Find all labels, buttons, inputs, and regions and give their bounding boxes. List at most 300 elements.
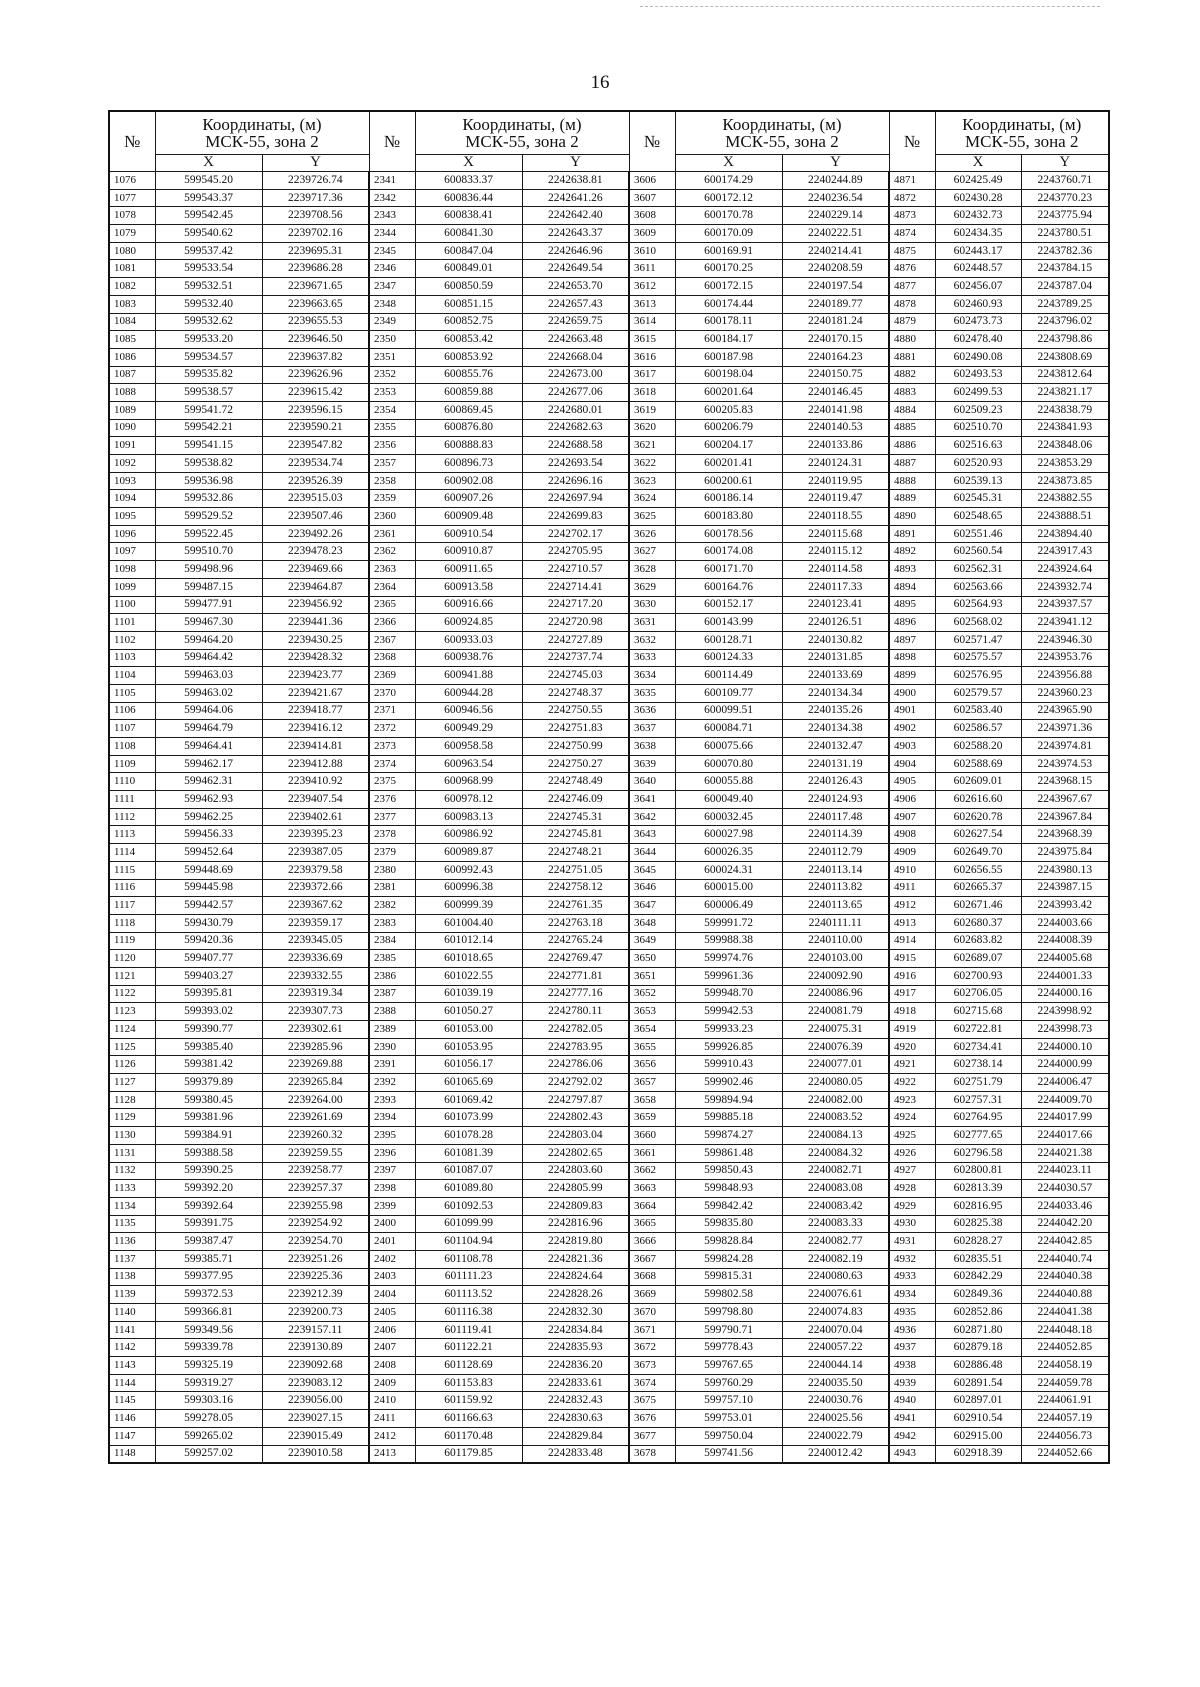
point-number-cell: 2380 [369, 861, 415, 879]
point-number-cell: 4926 [889, 1144, 935, 1162]
x-coordinate-cell: 601128.69 [415, 1357, 522, 1375]
point-number-cell: 1082 [109, 278, 155, 296]
point-number-cell: 3617 [629, 366, 675, 384]
point-number-cell: 1106 [109, 702, 155, 720]
table-row [109, 614, 1109, 632]
y-coordinate-cell: 2239637.82 [262, 348, 369, 366]
x-coordinate-cell: 602579.57 [935, 684, 1021, 702]
x-coordinate-cell: 600996.38 [415, 879, 522, 897]
y-coordinate-cell: 2240082.00 [782, 1091, 889, 1109]
point-number-cell: 3674 [629, 1374, 675, 1392]
x-coordinate-cell: 599257.02 [155, 1445, 262, 1463]
x-coordinate-cell: 602545.31 [935, 490, 1021, 508]
y-coordinate-cell: 2240117.33 [782, 578, 889, 596]
x-coordinate-cell: 599538.82 [155, 455, 262, 473]
point-number-cell: 3607 [629, 189, 675, 207]
x-coordinate-cell: 599533.20 [155, 331, 262, 349]
x-coordinate-cell: 600853.92 [415, 348, 522, 366]
y-coordinate-cell: 2240115.12 [782, 543, 889, 561]
point-number-cell: 4879 [889, 313, 935, 331]
point-number-cell: 2370 [369, 684, 415, 702]
y-coordinate-cell: 2243796.02 [1021, 313, 1109, 331]
x-coordinate-cell: 602588.20 [935, 738, 1021, 756]
x-coordinate-cell: 599894.94 [675, 1091, 782, 1109]
x-coordinate-cell: 600006.49 [675, 897, 782, 915]
y-coordinate-cell: 2240057.22 [782, 1339, 889, 1357]
y-coordinate-cell: 2239428.32 [262, 649, 369, 667]
x-coordinate-cell: 602551.46 [935, 525, 1021, 543]
x-coordinate-cell: 602849.36 [935, 1286, 1021, 1304]
y-coordinate-cell: 2240126.43 [782, 773, 889, 791]
y-coordinate-cell: 2239655.53 [262, 313, 369, 331]
y-coordinate-cell: 2242649.54 [522, 260, 629, 278]
y-coordinate-cell: 2242727.89 [522, 631, 629, 649]
coordinates-group-header: Координаты, (м) МСК-55, зона 2 [415, 111, 629, 155]
y-coordinate-cell: 2239212.39 [262, 1286, 369, 1304]
x-coordinate-cell: 602490.08 [935, 348, 1021, 366]
y-coordinate-cell: 2240084.13 [782, 1127, 889, 1145]
point-number-cell: 4927 [889, 1162, 935, 1180]
x-coordinate-cell: 601022.55 [415, 967, 522, 985]
x-coordinate-cell: 599933.23 [675, 1021, 782, 1039]
y-coordinate-cell: 2240076.61 [782, 1286, 889, 1304]
x-coordinate-cell: 602448.57 [935, 260, 1021, 278]
point-number-cell: 3647 [629, 897, 675, 915]
y-coordinate-cell: 2242802.65 [522, 1144, 629, 1162]
x-coordinate-cell: 600938.76 [415, 649, 522, 667]
point-number-cell: 4889 [889, 490, 935, 508]
point-number-cell: 3664 [629, 1197, 675, 1215]
x-coordinate-cell: 601113.52 [415, 1286, 522, 1304]
table-row [109, 472, 1109, 490]
point-number-cell: 1118 [109, 914, 155, 932]
y-coordinate-cell: 2243971.36 [1021, 720, 1109, 738]
x-header: X [675, 155, 782, 172]
y-coordinate-cell: 2239255.98 [262, 1197, 369, 1215]
x-coordinate-cell: 600836.44 [415, 189, 522, 207]
y-coordinate-cell: 2240086.96 [782, 985, 889, 1003]
x-coordinate-cell: 600841.30 [415, 225, 522, 243]
point-number-cell: 1121 [109, 967, 155, 985]
y-coordinate-cell: 2243873.85 [1021, 472, 1109, 490]
y-coordinate-cell: 2240110.00 [782, 932, 889, 950]
y-coordinate-cell: 2243980.13 [1021, 861, 1109, 879]
x-coordinate-cell: 599926.85 [675, 1038, 782, 1056]
x-coordinate-cell: 599390.77 [155, 1021, 262, 1039]
y-coordinate-cell: 2242642.40 [522, 207, 629, 225]
x-coordinate-cell: 602910.54 [935, 1410, 1021, 1428]
point-number-cell: 4877 [889, 278, 935, 296]
x-coordinate-cell: 600910.87 [415, 543, 522, 561]
y-coordinate-cell: 2240244.89 [782, 172, 889, 190]
point-number-cell: 2393 [369, 1091, 415, 1109]
point-number-cell: 3631 [629, 614, 675, 632]
point-number-cell: 1110 [109, 773, 155, 791]
table-row [109, 702, 1109, 720]
point-number-cell: 1128 [109, 1091, 155, 1109]
y-coordinate-cell: 2243782.36 [1021, 242, 1109, 260]
x-coordinate-cell: 602516.63 [935, 437, 1021, 455]
table-row [109, 260, 1109, 278]
point-number-cell: 3640 [629, 773, 675, 791]
x-coordinate-cell: 599420.36 [155, 932, 262, 950]
point-number-cell: 1113 [109, 826, 155, 844]
y-coordinate-cell: 2244048.18 [1021, 1321, 1109, 1339]
y-coordinate-cell: 2239526.39 [262, 472, 369, 490]
y-coordinate-cell: 2240119.95 [782, 472, 889, 490]
y-coordinate-cell: 2244017.66 [1021, 1127, 1109, 1145]
x-coordinate-cell: 600152.17 [675, 596, 782, 614]
y-coordinate-cell: 2242758.12 [522, 879, 629, 897]
table-row [109, 1180, 1109, 1198]
y-coordinate-cell: 2244042.20 [1021, 1215, 1109, 1233]
point-number-cell: 1133 [109, 1180, 155, 1198]
y-coordinate-cell: 2244000.16 [1021, 985, 1109, 1003]
point-number-cell: 2375 [369, 773, 415, 791]
table-row [109, 1021, 1109, 1039]
x-coordinate-cell: 600174.08 [675, 543, 782, 561]
y-coordinate-cell: 2240119.47 [782, 490, 889, 508]
y-coordinate-cell: 2242748.37 [522, 684, 629, 702]
y-coordinate-cell: 2240150.75 [782, 366, 889, 384]
x-coordinate-cell: 599991.72 [675, 914, 782, 932]
x-coordinate-cell: 599532.40 [155, 295, 262, 313]
y-coordinate-cell: 2244009.70 [1021, 1091, 1109, 1109]
table-row [109, 1056, 1109, 1074]
y-coordinate-cell: 2243987.15 [1021, 879, 1109, 897]
x-coordinate-cell: 600170.25 [675, 260, 782, 278]
point-number-cell: 3619 [629, 401, 675, 419]
x-coordinate-cell: 602683.82 [935, 932, 1021, 950]
y-coordinate-cell: 2244033.46 [1021, 1197, 1109, 1215]
y-coordinate-cell: 2244023.11 [1021, 1162, 1109, 1180]
x-coordinate-cell: 600853.42 [415, 331, 522, 349]
x-coordinate-cell: 599379.89 [155, 1074, 262, 1092]
point-number-cell: 2345 [369, 242, 415, 260]
y-coordinate-cell: 2240115.68 [782, 525, 889, 543]
table-row [109, 1197, 1109, 1215]
point-number-cell: 3668 [629, 1268, 675, 1286]
point-number-cell: 3643 [629, 826, 675, 844]
y-coordinate-cell: 2242824.64 [522, 1268, 629, 1286]
table-body [109, 172, 1109, 1464]
x-coordinate-cell: 600986.92 [415, 826, 522, 844]
table-row [109, 861, 1109, 879]
point-number-cell: 1132 [109, 1162, 155, 1180]
point-number-cell: 2391 [369, 1056, 415, 1074]
table-row [109, 1109, 1109, 1127]
x-coordinate-cell: 599815.31 [675, 1268, 782, 1286]
y-coordinate-cell: 2243998.92 [1021, 1003, 1109, 1021]
table-row [109, 525, 1109, 543]
y-coordinate-cell: 2243848.06 [1021, 437, 1109, 455]
point-number-cell: 3670 [629, 1304, 675, 1322]
point-number-cell: 4881 [889, 348, 935, 366]
y-coordinate-cell: 2244040.74 [1021, 1250, 1109, 1268]
point-number-cell: 1114 [109, 844, 155, 862]
point-number-cell: 1077 [109, 189, 155, 207]
y-coordinate-cell: 2240124.31 [782, 455, 889, 473]
x-coordinate-cell: 602891.54 [935, 1374, 1021, 1392]
y-coordinate-cell: 2240114.39 [782, 826, 889, 844]
point-number-cell: 3646 [629, 879, 675, 897]
point-number-cell: 2383 [369, 914, 415, 932]
y-coordinate-cell: 2240135.26 [782, 702, 889, 720]
y-coordinate-cell: 2242696.16 [522, 472, 629, 490]
y-coordinate-cell: 2240113.14 [782, 861, 889, 879]
x-coordinate-cell: 599741.56 [675, 1445, 782, 1463]
y-coordinate-cell: 2242832.30 [522, 1304, 629, 1322]
y-coordinate-cell: 2240133.86 [782, 437, 889, 455]
x-coordinate-cell: 602680.37 [935, 914, 1021, 932]
table-row [109, 172, 1109, 190]
y-coordinate-cell: 2239596.15 [262, 401, 369, 419]
y-coordinate-cell: 2239259.55 [262, 1144, 369, 1162]
point-number-cell: 2387 [369, 985, 415, 1003]
x-coordinate-cell: 602456.07 [935, 278, 1021, 296]
y-coordinate-cell: 2239302.61 [262, 1021, 369, 1039]
y-coordinate-cell: 2240092.90 [782, 967, 889, 985]
y-coordinate-cell: 2240141.98 [782, 401, 889, 419]
y-coordinate-cell: 2240181.24 [782, 313, 889, 331]
point-number-cell: 1087 [109, 366, 155, 384]
point-number-cell: 4901 [889, 702, 935, 720]
y-coordinate-cell: 2240123.41 [782, 596, 889, 614]
table-row [109, 1339, 1109, 1357]
point-number-cell: 2403 [369, 1268, 415, 1286]
point-number-cell: 4913 [889, 914, 935, 932]
point-number-cell: 3677 [629, 1427, 675, 1445]
point-number-cell: 1107 [109, 720, 155, 738]
x-coordinate-cell: 599885.18 [675, 1109, 782, 1127]
x-coordinate-cell: 599988.38 [675, 932, 782, 950]
y-coordinate-cell: 2240044.14 [782, 1357, 889, 1375]
point-number-cell: 4930 [889, 1215, 935, 1233]
point-number-cell: 2378 [369, 826, 415, 844]
x-coordinate-cell: 602560.54 [935, 543, 1021, 561]
x-header: X [415, 155, 522, 172]
x-coordinate-cell: 599798.80 [675, 1304, 782, 1322]
x-coordinate-cell: 601053.00 [415, 1021, 522, 1039]
x-coordinate-cell: 601119.41 [415, 1321, 522, 1339]
x-coordinate-cell: 602539.13 [935, 472, 1021, 490]
table-row [109, 1233, 1109, 1251]
x-coordinate-cell: 599349.56 [155, 1321, 262, 1339]
number-header: № [109, 111, 155, 172]
y-coordinate-cell: 2239695.31 [262, 242, 369, 260]
y-coordinate-cell: 2244042.85 [1021, 1233, 1109, 1251]
point-number-cell: 4934 [889, 1286, 935, 1304]
x-coordinate-cell: 599385.40 [155, 1038, 262, 1056]
table-row [109, 366, 1109, 384]
y-coordinate-cell: 2240084.32 [782, 1144, 889, 1162]
x-coordinate-cell: 601170.48 [415, 1427, 522, 1445]
point-number-cell: 4898 [889, 649, 935, 667]
page-number: 16 [590, 72, 610, 93]
point-number-cell: 4902 [889, 720, 935, 738]
y-coordinate-cell: 2240111.11 [782, 914, 889, 932]
x-coordinate-cell: 601039.19 [415, 985, 522, 1003]
x-coordinate-cell: 599498.96 [155, 561, 262, 579]
y-coordinate-cell: 2242763.18 [522, 914, 629, 932]
point-number-cell: 2372 [369, 720, 415, 738]
point-number-cell: 3641 [629, 791, 675, 809]
x-coordinate-cell: 602665.37 [935, 879, 1021, 897]
y-coordinate-cell: 2242717.20 [522, 596, 629, 614]
y-coordinate-cell: 2242783.95 [522, 1038, 629, 1056]
x-coordinate-cell: 600075.66 [675, 738, 782, 756]
point-number-cell: 1083 [109, 295, 155, 313]
y-coordinate-cell: 2242688.58 [522, 437, 629, 455]
y-coordinate-cell: 2242821.36 [522, 1250, 629, 1268]
y-coordinate-cell: 2244058.19 [1021, 1357, 1109, 1375]
y-coordinate-cell: 2240022.79 [782, 1427, 889, 1445]
y-coordinate-cell: 2240082.19 [782, 1250, 889, 1268]
point-number-cell: 1146 [109, 1410, 155, 1428]
x-coordinate-cell: 599464.20 [155, 631, 262, 649]
x-coordinate-cell: 600170.78 [675, 207, 782, 225]
x-coordinate-cell: 601153.83 [415, 1374, 522, 1392]
point-number-cell: 4872 [889, 189, 935, 207]
point-number-cell: 2362 [369, 543, 415, 561]
point-number-cell: 3638 [629, 738, 675, 756]
x-coordinate-cell: 599380.45 [155, 1091, 262, 1109]
point-number-cell: 1079 [109, 225, 155, 243]
y-coordinate-cell: 2240134.38 [782, 720, 889, 738]
y-coordinate-cell: 2242750.99 [522, 738, 629, 756]
x-coordinate-cell: 600910.54 [415, 525, 522, 543]
x-coordinate-cell: 602689.07 [935, 950, 1021, 968]
y-coordinate-cell: 2239225.36 [262, 1268, 369, 1286]
y-coordinate-cell: 2240083.08 [782, 1180, 889, 1198]
x-coordinate-cell: 600200.61 [675, 472, 782, 490]
y-coordinate-cell: 2242643.37 [522, 225, 629, 243]
table-row [109, 1357, 1109, 1375]
y-coordinate-cell: 2240118.55 [782, 508, 889, 526]
table-row [109, 401, 1109, 419]
point-number-cell: 2353 [369, 384, 415, 402]
table-row [109, 1286, 1109, 1304]
table-row [109, 1162, 1109, 1180]
y-coordinate-cell: 2239615.42 [262, 384, 369, 402]
x-coordinate-cell: 601012.14 [415, 932, 522, 950]
coordinates-group-header: Координаты, (м) МСК-55, зона 2 [935, 111, 1109, 155]
table-row [109, 667, 1109, 685]
point-number-cell: 1116 [109, 879, 155, 897]
x-coordinate-cell: 599790.71 [675, 1321, 782, 1339]
point-number-cell: 3629 [629, 578, 675, 596]
y-coordinate-cell: 2242750.27 [522, 755, 629, 773]
x-coordinate-cell: 599325.19 [155, 1357, 262, 1375]
y-coordinate-cell: 2240164.23 [782, 348, 889, 366]
x-coordinate-cell: 601122.21 [415, 1339, 522, 1357]
point-number-cell: 3616 [629, 348, 675, 366]
point-number-cell: 4873 [889, 207, 935, 225]
point-number-cell: 3624 [629, 490, 675, 508]
point-number-cell: 4909 [889, 844, 935, 862]
point-number-cell: 2400 [369, 1215, 415, 1233]
x-coordinate-cell: 599961.36 [675, 967, 782, 985]
x-coordinate-cell: 601104.94 [415, 1233, 522, 1251]
x-coordinate-cell: 602609.01 [935, 773, 1021, 791]
y-coordinate-cell: 2243932.74 [1021, 578, 1109, 596]
point-number-cell: 2409 [369, 1374, 415, 1392]
y-coordinate-cell: 2239423.77 [262, 667, 369, 685]
point-number-cell: 1119 [109, 932, 155, 950]
point-number-cell: 4907 [889, 808, 935, 826]
y-coordinate-cell: 2244061.91 [1021, 1392, 1109, 1410]
point-number-cell: 4924 [889, 1109, 935, 1127]
x-coordinate-cell: 599339.78 [155, 1339, 262, 1357]
y-coordinate-cell: 2239130.89 [262, 1339, 369, 1357]
point-number-cell: 4908 [889, 826, 935, 844]
table-row [109, 791, 1109, 809]
x-coordinate-cell: 602751.79 [935, 1074, 1021, 1092]
y-coordinate-cell: 2244052.85 [1021, 1339, 1109, 1357]
y-coordinate-cell: 2240012.42 [782, 1445, 889, 1463]
y-coordinate-cell: 2244059.78 [1021, 1374, 1109, 1392]
y-coordinate-cell: 2242792.02 [522, 1074, 629, 1092]
x-coordinate-cell: 600941.88 [415, 667, 522, 685]
x-coordinate-cell: 602842.29 [935, 1268, 1021, 1286]
point-number-cell: 3623 [629, 472, 675, 490]
y-coordinate-cell: 2242751.05 [522, 861, 629, 879]
y-coordinate-cell: 2239456.92 [262, 596, 369, 614]
table-row [109, 932, 1109, 950]
point-number-cell: 1136 [109, 1233, 155, 1251]
x-coordinate-cell: 602564.93 [935, 596, 1021, 614]
y-coordinate-cell: 2243882.55 [1021, 490, 1109, 508]
point-number-cell: 2408 [369, 1357, 415, 1375]
y-coordinate-cell: 2239319.34 [262, 985, 369, 1003]
point-number-cell: 2371 [369, 702, 415, 720]
y-coordinate-cell: 2240146.45 [782, 384, 889, 402]
x-coordinate-cell: 600172.12 [675, 189, 782, 207]
x-coordinate-cell: 600911.65 [415, 561, 522, 579]
y-coordinate-cell: 2244000.10 [1021, 1038, 1109, 1056]
point-number-cell: 2406 [369, 1321, 415, 1339]
point-number-cell: 2343 [369, 207, 415, 225]
x-coordinate-cell: 599381.96 [155, 1109, 262, 1127]
point-number-cell: 2351 [369, 348, 415, 366]
table-row [109, 596, 1109, 614]
point-number-cell: 3610 [629, 242, 675, 260]
y-coordinate-cell: 2239345.05 [262, 932, 369, 950]
y-coordinate-cell: 2243838.79 [1021, 401, 1109, 419]
x-coordinate-cell: 599750.04 [675, 1427, 782, 1445]
x-coordinate-cell: 599477.91 [155, 596, 262, 614]
table-row [109, 950, 1109, 968]
x-coordinate-cell: 599522.45 [155, 525, 262, 543]
y-coordinate-cell: 2239416.12 [262, 720, 369, 738]
point-number-cell: 2398 [369, 1180, 415, 1198]
y-coordinate-cell: 2244040.88 [1021, 1286, 1109, 1304]
point-number-cell: 1147 [109, 1427, 155, 1445]
x-coordinate-cell: 601166.63 [415, 1410, 522, 1428]
point-number-cell: 3613 [629, 295, 675, 313]
point-number-cell: 3657 [629, 1074, 675, 1092]
x-coordinate-cell: 600178.11 [675, 313, 782, 331]
point-number-cell: 1098 [109, 561, 155, 579]
point-number-cell: 2360 [369, 508, 415, 526]
point-number-cell: 1124 [109, 1021, 155, 1039]
table-row [109, 561, 1109, 579]
x-coordinate-cell: 599372.53 [155, 1286, 262, 1304]
y-coordinate-cell: 2240130.82 [782, 631, 889, 649]
y-coordinate-cell: 2244030.57 [1021, 1180, 1109, 1198]
x-coordinate-cell: 600869.45 [415, 401, 522, 419]
y-coordinate-cell: 2242805.99 [522, 1180, 629, 1198]
